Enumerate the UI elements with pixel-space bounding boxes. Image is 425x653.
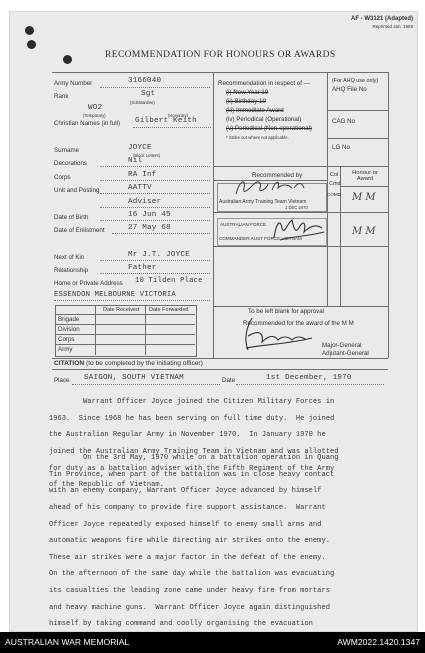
respect-item-4: (iv) Periodical (Operational) bbox=[226, 116, 302, 123]
governor-title-2: Adjutant-General bbox=[322, 350, 369, 357]
honour-value-2: M M bbox=[352, 226, 376, 237]
ahq-file-label: AHQ File No bbox=[332, 86, 367, 93]
rule bbox=[100, 87, 210, 88]
citation-line: of the Republic of Vietnam. bbox=[49, 481, 164, 490]
stamp-2-small: AUSTRALIAN FORCE bbox=[220, 222, 267, 227]
rule bbox=[100, 166, 210, 167]
corps-label: Corps bbox=[54, 174, 71, 181]
rank-substantive-value: Sgt bbox=[141, 90, 156, 98]
citation-line: the Australian Regular Army in November 1970. In January 1970 he bbox=[49, 431, 326, 440]
dob-value: 16 Jun 45 bbox=[128, 211, 171, 219]
signature-clark bbox=[232, 176, 312, 198]
date-label: Date bbox=[222, 377, 236, 384]
respect-item-2: (ii) Birthday 19 bbox=[226, 98, 266, 105]
rule bbox=[145, 305, 146, 355]
rule bbox=[327, 110, 388, 111]
citation-heading-note: (to be completed by the initiating officer) bbox=[86, 360, 203, 367]
rule bbox=[55, 344, 195, 345]
rule bbox=[213, 166, 388, 167]
stamp-1-text: Australian Army Training Team Vietnam bbox=[219, 199, 307, 205]
footer-accession-number: AWM2022.1420.1347 bbox=[337, 637, 420, 647]
footer-institution: AUSTRALIAN WAR MEMORIAL bbox=[5, 637, 130, 647]
army-number-value: 3166040 bbox=[128, 77, 162, 85]
ahq-heading: (For AHQ use only) bbox=[332, 78, 379, 84]
rule bbox=[100, 273, 210, 274]
stamp-2-text: COMMANDER AUST FORCE VIETNAM bbox=[219, 236, 302, 241]
citation-heading bbox=[54, 360, 203, 367]
approval-note: To be left blank for approval bbox=[248, 308, 325, 315]
rule bbox=[100, 193, 210, 194]
citation-line: These air strikes were a major factor in the defeat of the enemy. bbox=[49, 553, 326, 562]
citation-line: automatic weapons fire while directing air strikes onto the enemy. bbox=[49, 537, 330, 546]
punch-hole-lower bbox=[63, 55, 72, 64]
christian-names-label: Christian Names (in full) bbox=[54, 120, 121, 127]
rule bbox=[100, 207, 210, 208]
routing-army: Army bbox=[58, 346, 73, 353]
lg-label: LG No bbox=[332, 144, 350, 151]
place-label: Place bbox=[54, 377, 70, 384]
respect-item-5: (v) Periodical (Non-operational) bbox=[226, 125, 312, 132]
army-number-label: Army Number bbox=[54, 80, 93, 87]
citation-line: ahead of his company to provide fire support assistance. Warrant bbox=[49, 504, 326, 513]
unit-posting-value: Adviser bbox=[128, 198, 162, 206]
rule bbox=[72, 384, 220, 385]
form-code: AF - W3121 (Adapted) bbox=[350, 16, 413, 22]
surname-caption: (Block Letters) bbox=[133, 153, 160, 158]
date-forwarded-header: Date Forwarded bbox=[149, 307, 189, 313]
citation-heading-text: CITATION bbox=[54, 360, 85, 367]
rule bbox=[52, 72, 388, 73]
surname-label: Surname bbox=[54, 147, 80, 154]
rule bbox=[100, 220, 210, 221]
rank-temporary-value: WO2 bbox=[88, 104, 103, 112]
governor-title-1: Major-General bbox=[322, 342, 362, 349]
citation-line: On the 3rd May, 1970 while on a battalion operation in Quang bbox=[49, 454, 339, 463]
citation-line: joined the Australian Army Training Team in Vietnam and was allotted bbox=[49, 448, 339, 457]
respect-item-1: (i) New Year 19 bbox=[226, 89, 269, 96]
recommended-heading: Recommended by bbox=[252, 172, 303, 179]
rank-substantive-caption: (Substantive) bbox=[130, 100, 155, 105]
citation-line: for duty as a battalion adviser with the Fifth Regiment of the Army bbox=[49, 464, 335, 473]
rule bbox=[55, 324, 195, 325]
rule bbox=[133, 127, 211, 128]
honour-value-1: M M bbox=[352, 192, 376, 203]
honour-heading: Honour or Award bbox=[352, 170, 378, 182]
respect-heading: Recommendation in respect of — bbox=[218, 80, 310, 87]
decorations-value: Nil bbox=[128, 157, 143, 165]
rule bbox=[213, 306, 388, 307]
signature-henderson bbox=[270, 214, 330, 244]
rule bbox=[327, 138, 388, 139]
date-received-header: Date Received bbox=[103, 307, 140, 313]
respect-item-3: (iii) Immediate Award bbox=[226, 107, 284, 114]
unit-label: Unit and Posting bbox=[54, 187, 100, 194]
citation-line: Officer Joyce repeatedly exposed himself to enemy small arms and bbox=[49, 520, 322, 529]
relationship-value: Father bbox=[128, 264, 157, 272]
citation-line: and heavy machine guns. Warrant Officer Joyce again distinguished bbox=[49, 603, 330, 612]
rule bbox=[55, 314, 195, 315]
citation-line: 1963. Since 1968 he has been serving on full time duty. He joined bbox=[49, 414, 335, 423]
form-revision: Reprinted Jan. 1969 bbox=[372, 24, 413, 29]
citation-line: himself by taking command and coolly organising the evacuation bbox=[49, 620, 313, 629]
rule bbox=[95, 305, 96, 355]
address-line-2: ESSENDON MELBOURNE VICTORIA bbox=[54, 291, 176, 299]
relationship-label: Relationship bbox=[54, 267, 89, 274]
rule bbox=[52, 358, 388, 359]
rule bbox=[55, 334, 195, 335]
corps-value: RA Inf bbox=[128, 171, 157, 179]
place-value: SAIGON, SOUTH VIETNAM bbox=[84, 374, 184, 382]
stamp-1-date: 1 DEC 1970 bbox=[285, 205, 308, 210]
address-line-1: 10 Tilden Place bbox=[135, 277, 203, 285]
citation-paragraph-2 bbox=[49, 446, 338, 637]
routing-brigade: Brigade bbox=[58, 316, 80, 323]
rank-temporary-caption: (Temporary) bbox=[83, 113, 106, 118]
citation-line: with an enemy company, Warrant Officer Joyce advanced by himself bbox=[49, 487, 322, 496]
rule bbox=[100, 180, 210, 181]
routing-corps: Corps bbox=[58, 336, 75, 343]
rule bbox=[340, 166, 341, 306]
rule bbox=[112, 233, 210, 234]
enlistment-label: Date of Enlistment bbox=[54, 227, 105, 234]
rank-honorary-caption: (Honorary) bbox=[168, 113, 189, 118]
rule bbox=[388, 72, 389, 358]
punch-hole-middle bbox=[27, 40, 36, 49]
surname-value: JOYCE bbox=[128, 144, 152, 152]
citation-line: Tin Province, when part of the battalion was in close heavy contact bbox=[49, 470, 335, 479]
cag-label: CAG No bbox=[332, 118, 356, 125]
rule bbox=[340, 212, 388, 213]
rule bbox=[213, 246, 388, 247]
signature-adjutant-general bbox=[238, 314, 318, 354]
next-of-kin-value: Mr J.T. JOYCE bbox=[128, 251, 190, 259]
rule bbox=[54, 300, 210, 301]
next-of-kin-label: Next of Kin bbox=[54, 254, 85, 261]
form-title: RECOMMENDATION FOR HONOURS OR AWARDS bbox=[105, 50, 336, 60]
rule bbox=[213, 72, 214, 358]
respect-note: * Strike out where not applicable. bbox=[226, 135, 289, 140]
recommended-award-line: Recommended for the award of the M M bbox=[243, 320, 354, 327]
col-sub: Cmd bbox=[329, 181, 341, 187]
christian-names-value: Gilbert Keith bbox=[135, 117, 197, 125]
routing-division: Division bbox=[58, 326, 80, 333]
punch-hole-top bbox=[25, 26, 34, 35]
dob-label: Date of Birth bbox=[54, 214, 89, 221]
col-sub-2: COMD bbox=[327, 192, 342, 197]
rule bbox=[340, 186, 388, 187]
enlistment-value: 27 May 68 bbox=[128, 224, 171, 232]
decorations-label: Decorations bbox=[54, 160, 88, 167]
rule bbox=[100, 260, 210, 261]
rule bbox=[327, 72, 328, 306]
col-heading: Col bbox=[330, 172, 339, 178]
archive-footer bbox=[0, 632, 425, 653]
unit-value: AATTV bbox=[128, 184, 152, 192]
citation-line: Warrant Officer Joyce joined the Citizen Military Forces in bbox=[49, 398, 335, 407]
rule bbox=[52, 369, 388, 370]
rank-label: Rank bbox=[54, 93, 69, 100]
address-label: Home or Private Address bbox=[54, 280, 123, 287]
citation-line: its casualties the leading zone came under heavy fire from mortars bbox=[49, 587, 330, 596]
citation-line: On the afternoon of the same day while the battalion was evacuating bbox=[49, 570, 335, 579]
date-value: 1st December, 1970 bbox=[266, 374, 352, 382]
rule bbox=[236, 384, 384, 385]
